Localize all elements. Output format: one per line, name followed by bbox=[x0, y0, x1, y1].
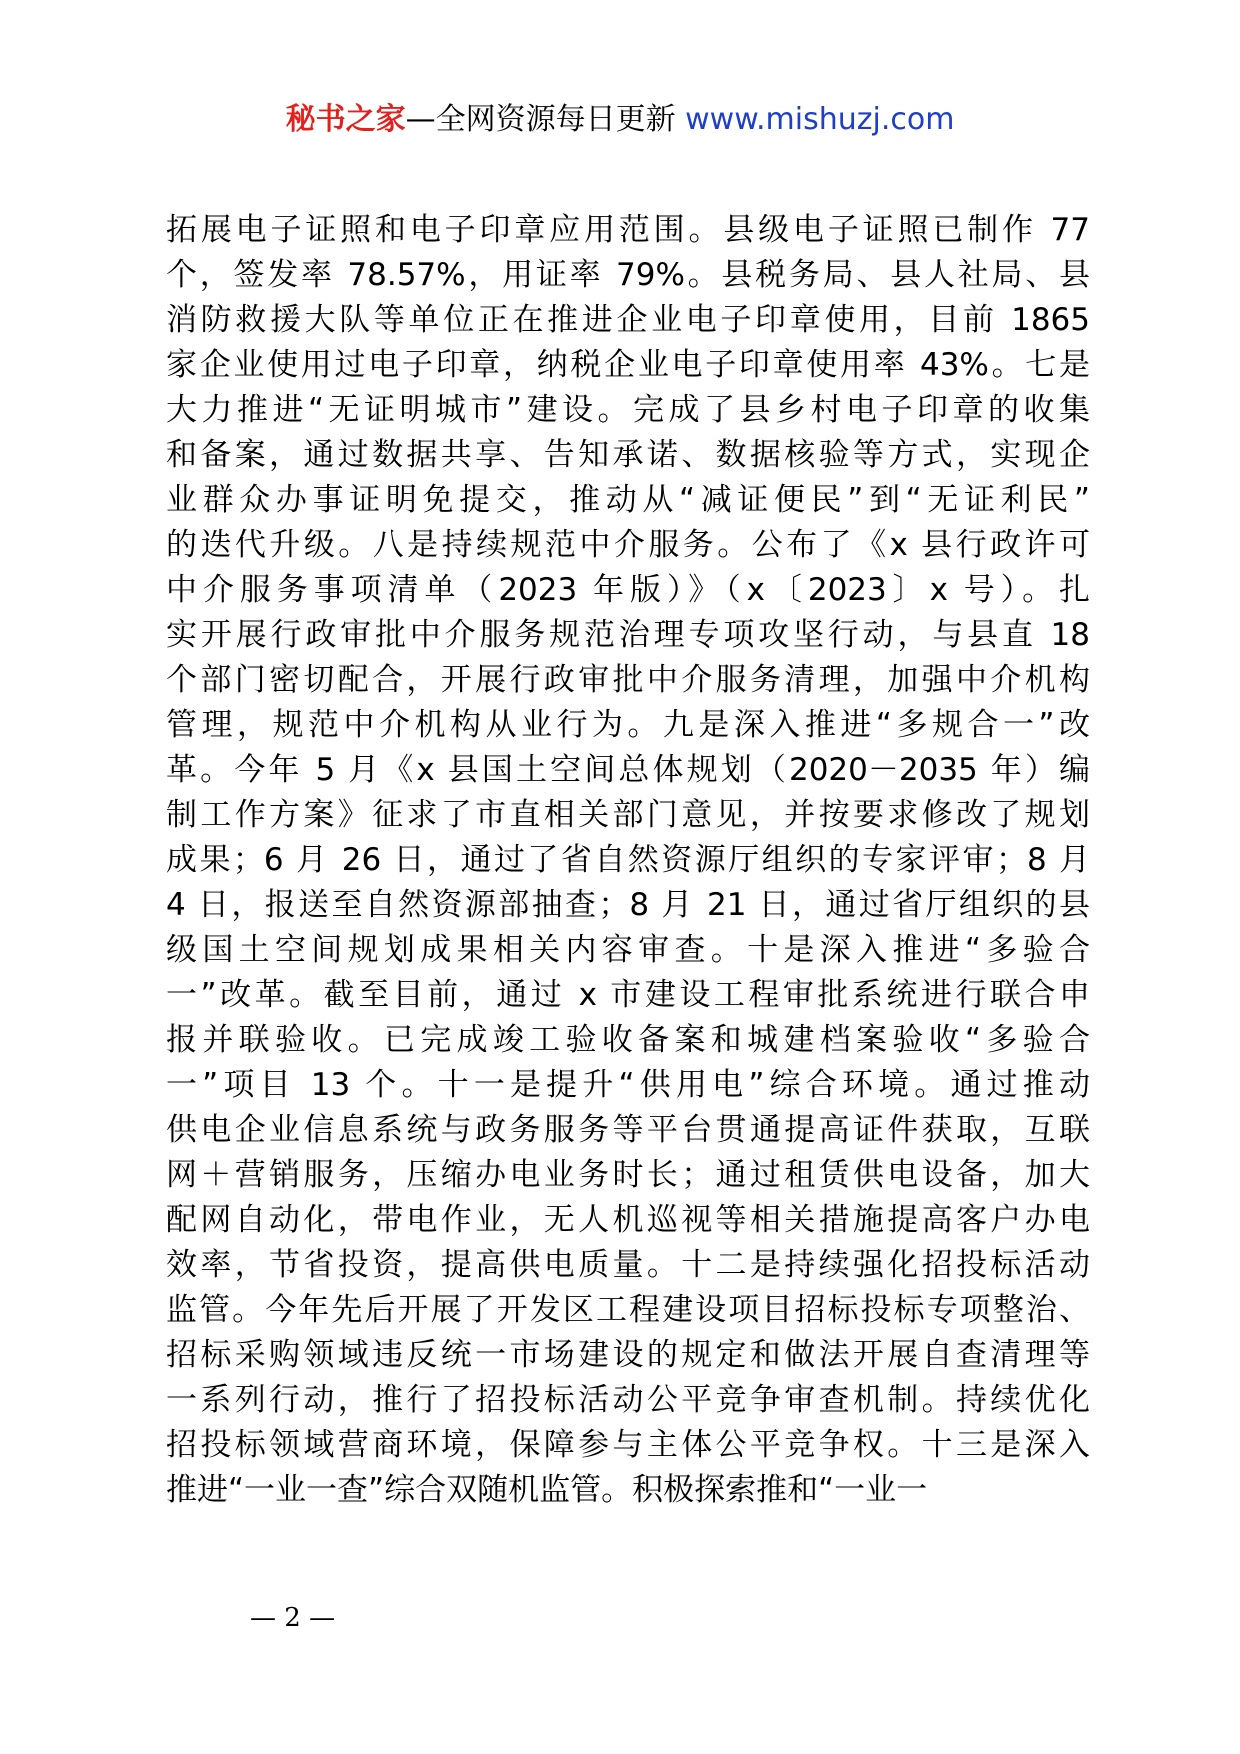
document-body bbox=[166, 208, 1090, 1513]
body-line: 成果；6 月 26 日，通过了省自然资源厅组织的专家评审；8 月 bbox=[166, 842, 1090, 878]
body-line: 配网自动化，带电作业，无人机巡视等相关措施提高客户办电 bbox=[166, 1202, 1090, 1238]
body-line: 消防救援大队等单位正在推进企业电子印章使用，目前 1865 bbox=[166, 302, 1090, 338]
body-line: 级国土空间规划成果相关内容审查。十是深入推进“多验合 bbox=[166, 932, 1090, 968]
body-line: 制工作方案》征求了市直相关部门意见，并按要求修改了规划 bbox=[166, 797, 1090, 833]
body-line: 一”改革。截至目前，通过 x 市建设工程审批系统进行联合申 bbox=[166, 977, 1090, 1013]
body-line: 监管。今年先后开展了开发区工程建设项目招标投标专项整治、 bbox=[166, 1292, 1090, 1328]
brand-name: 秘书之家 bbox=[285, 102, 406, 137]
body-line: 效率，节省投资，提高供电质量。十二是持续强化招投标活动 bbox=[166, 1247, 1090, 1283]
body-line: 推进“一业一查”综合双随机监管。积极探索推和“一业一 bbox=[166, 1472, 928, 1508]
site-url-link[interactable]: www.mishuzj.com bbox=[685, 102, 955, 137]
body-line: 革。今年 5 月《x 县国土空间总体规划（2020－2035 年）编 bbox=[166, 752, 1090, 788]
body-line: 实开展行政审批中介服务规范治理专项攻坚行动，与县直 18 bbox=[166, 617, 1090, 653]
page-number: — 2 — bbox=[250, 1603, 336, 1633]
body-line: 业群众办事证明免提交，推动从“减证便民”到“无证利民” bbox=[166, 482, 1090, 518]
body-line: 供电企业信息系统与政务服务等平台贯通提高证件获取，互联 bbox=[166, 1112, 1090, 1148]
body-line: 招标采购领域违反统一市场建设的规定和做法开展自查清理等 bbox=[166, 1337, 1090, 1373]
body-line: 招投标领域营商环境，保障参与主体公平竞争权。十三是深入 bbox=[166, 1427, 1090, 1463]
body-line: 一”项目 13 个。十一是提升“供用电”综合环境。通过推动 bbox=[166, 1067, 1090, 1103]
body-line: 一系列行动，推行了招投标活动公平竞争审查机制。持续优化 bbox=[166, 1382, 1090, 1418]
body-line: 家企业使用过电子印章，纳税企业电子印章使用率 43%。七是 bbox=[166, 347, 1090, 383]
body-line: 报并联验收。已完成竣工验收备案和城建档案验收“多验合 bbox=[166, 1022, 1090, 1058]
body-line: 网＋营销服务，压缩办电业务时长；通过租赁供电设备，加大 bbox=[166, 1157, 1090, 1193]
header-tagline: —全网资源每日更新 bbox=[405, 102, 676, 137]
body-line: 中介服务事项清单（2023 年版）》（x〔2023〕x 号）。扎 bbox=[166, 572, 1090, 608]
body-line: 个，签发率 78.57%，用证率 79%。县税务局、县人社局、县 bbox=[166, 257, 1090, 293]
site-header bbox=[0, 98, 1240, 142]
body-line: 管理，规范中介机构从业行为。九是深入推进“多规合一”改 bbox=[166, 707, 1090, 743]
body-line: 大力推进“无证明城市”建设。完成了县乡村电子印章的收集 bbox=[166, 392, 1090, 428]
body-line: 4 日，报送至自然资源部抽查；8 月 21 日，通过省厅组织的县 bbox=[166, 887, 1090, 923]
body-line: 和备案，通过数据共享、告知承诺、数据核验等方式，实现企 bbox=[166, 437, 1090, 473]
body-line: 的迭代升级。八是持续规范中介服务。公布了《x 县行政许可 bbox=[166, 527, 1090, 563]
body-line: 个部门密切配合，开展行政审批中介服务清理，加强中介机构 bbox=[166, 662, 1090, 698]
body-line: 拓展电子证照和电子印章应用范围。县级电子证照已制作 77 bbox=[166, 212, 1090, 248]
